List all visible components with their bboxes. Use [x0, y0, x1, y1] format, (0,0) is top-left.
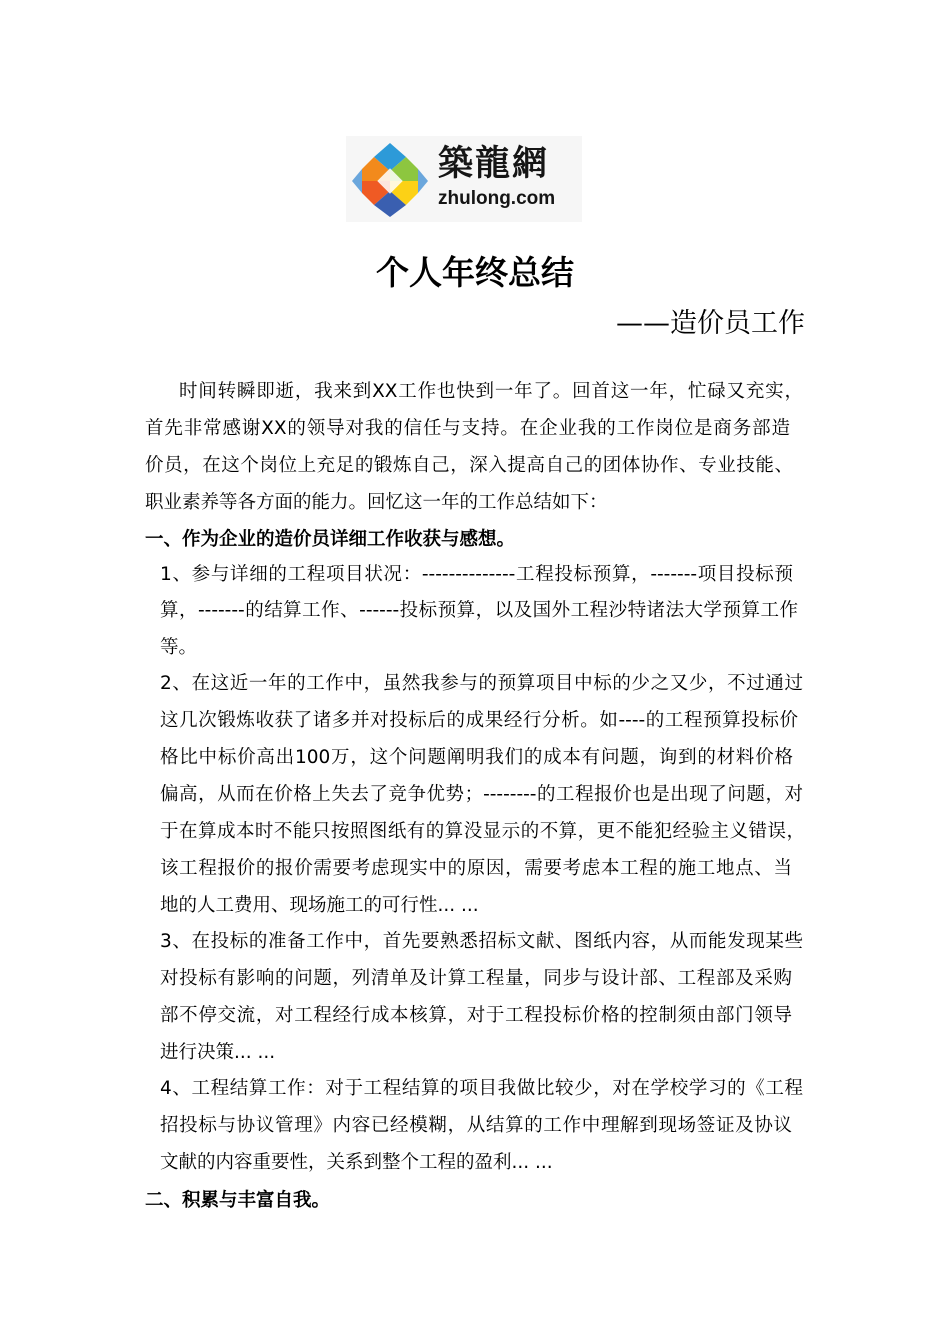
intro-line: 首先非常感谢XX的领导对我的信任与支持。在企业我的工作岗位是商务部造	[145, 418, 790, 439]
item-1-line: 等。	[160, 637, 198, 658]
item-1-line: 算，-------的结算工作、------投标预算，以及国外工程沙特诸法大学预算工作	[160, 600, 798, 621]
logo-english-text: zhulong.com	[438, 188, 556, 209]
item-1-line: 1、参与详细的工程项目状况：--------------工程投标预算，-------项目投标预	[160, 564, 793, 585]
item-4-line: 招投标与协议管理》内容已经模糊，从结算的工作中理解到现场签证及协议	[160, 1115, 792, 1136]
logo-chinese-text: 築龍網	[438, 143, 550, 184]
item-2-line: 地的人工费用、现场施工的可行性... ...	[160, 895, 479, 916]
item-3-line: 3、在投标的准备工作中，首先要熟悉招标文献、图纸内容，从而能发现某些	[160, 931, 803, 952]
page-title: 个人年终总结	[376, 253, 574, 292]
item-2-line: 于在算成本时不能只按照图纸有的算没显示的不算，更不能犯经验主义错误，	[160, 821, 805, 842]
zhulong-logo-icon	[350, 141, 430, 219]
item-3-line: 对投标有影响的问题，列清单及计算工程量，同步与设计部、工程部及采购	[160, 968, 792, 989]
item-4-line: 文献的内容重要性，关系到整个工程的盈利... ...	[160, 1152, 553, 1173]
item-3-line: 进行决策... ...	[160, 1042, 276, 1063]
intro-line: 职业素养等各方面的能力。回忆这一年的工作总结如下：	[145, 492, 608, 513]
intro-line: 时间转瞬即逝，我来到XX工作也快到一年了。回首这一年，忙碌又充实，	[179, 381, 803, 402]
section-heading: 一、作为企业的造价员详细工作收获与感想。	[145, 529, 516, 550]
item-4-line: 4、工程结算工作：对于工程结算的项目我做比较少，对在学校学习的《工程	[160, 1078, 803, 1099]
zhulong-logo	[346, 136, 582, 222]
item-2-line: 格比中标价高出100万，这个问题阐明我们的成本有问题，询到的材料价格	[160, 747, 793, 768]
item-3-line: 部不停交流，对工程经行成本核算，对于工程投标价格的控制须由部门领导	[160, 1005, 792, 1026]
item-2-line: 这几次锻炼收获了诸多并对投标后的成果经行分析。如----的工程预算投标价	[160, 710, 798, 731]
intro-line: 价员，在这个岗位上充足的锻炼自己，深入提高自己的团体协作、专业技能、	[145, 455, 793, 476]
item-2-line: 2、在这近一年的工作中，虽然我参与的预算项目中标的少之又少，不过通过	[160, 673, 803, 694]
item-2-line: 偏高，从而在价格上失去了竞争优势；--------的工程报价也是出现了问题，对	[160, 784, 803, 805]
item-2-line: 该工程报价的报价需要考虑现实中的原因，需要考虑本工程的施工地点、当	[160, 858, 792, 879]
section-heading: 二、积累与丰富自我。	[145, 1190, 331, 1211]
page-subtitle: ——造价员工作	[616, 308, 805, 339]
